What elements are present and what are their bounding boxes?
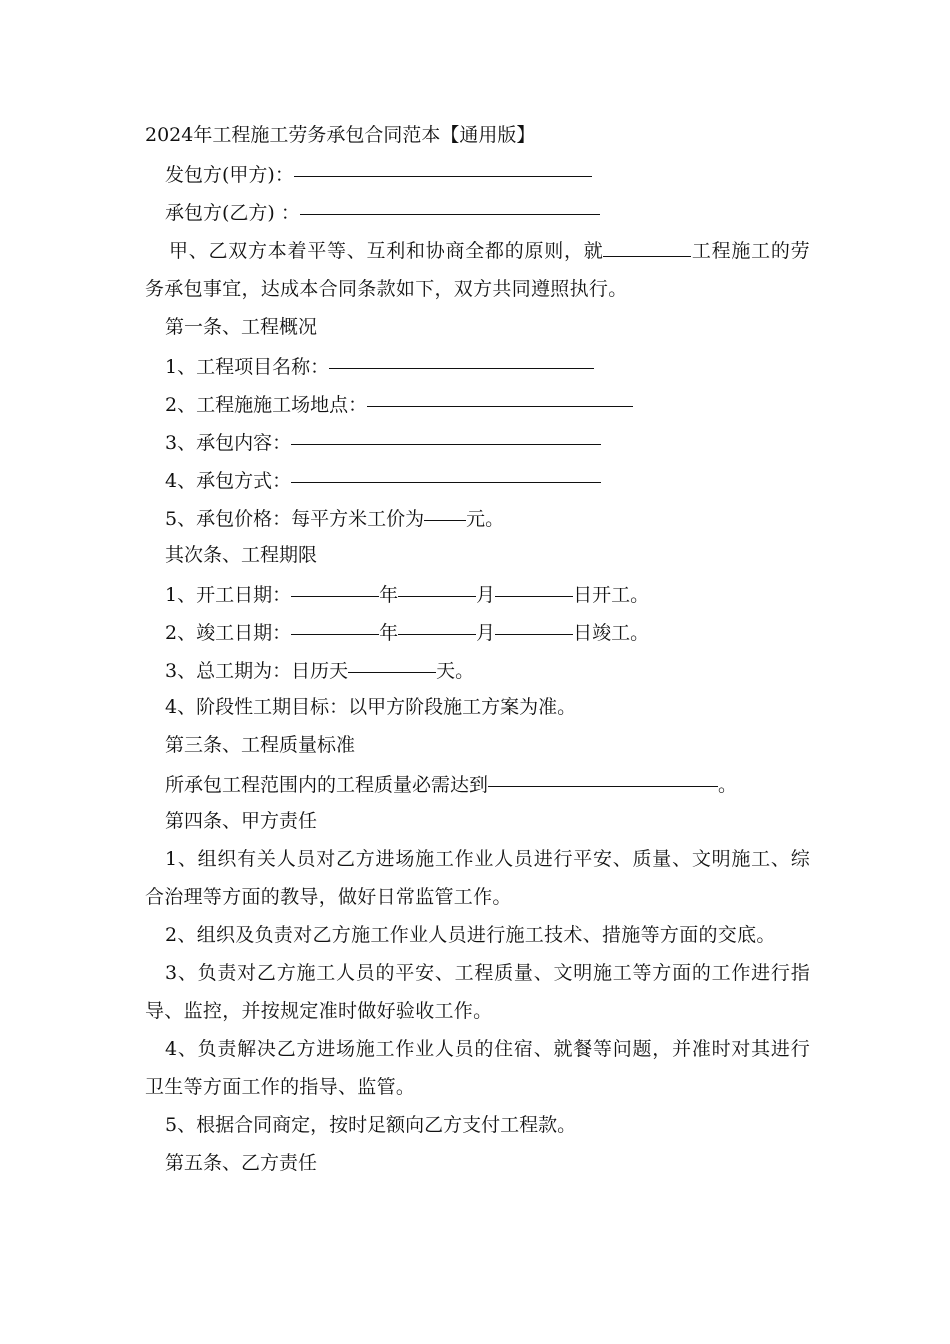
item-1-label: 1、工程项目名称：: [165, 356, 330, 378]
end-month-blank[interactable]: [398, 608, 476, 635]
quality-standard-suffix: 。: [718, 774, 738, 796]
year-label: 年: [379, 584, 399, 606]
party-a-label: 发包方(甲方)：: [165, 164, 294, 186]
quality-standard-label: 所承包工程范围内的工程质量必需达到: [165, 774, 489, 796]
total-days-blank[interactable]: [348, 646, 436, 673]
party-b-blank[interactable]: [300, 188, 600, 215]
project-name-blank[interactable]: [603, 230, 691, 257]
article-1-item-1: [145, 346, 810, 384]
article-1-item-4: [145, 460, 810, 498]
item-5-unit: 元。: [466, 508, 505, 530]
item-1-blank[interactable]: [329, 342, 594, 369]
article-4-para-3: 3、负责对乙方施工人员的平安、工程质量、文明施工等方面的工作进行指导、监控，并按规定准时做好验收工作。: [145, 962, 810, 1022]
article-1-item-2: [145, 384, 810, 422]
total-duration-line: [145, 650, 810, 688]
quality-standard-line: [145, 764, 810, 802]
start-date-suffix: 日开工。: [573, 584, 650, 606]
article-5-heading: 第五条、乙方责任: [165, 1152, 318, 1174]
article-4-para-2: 2、组织及负责对乙方施工作业人员进行施工技术、措施等方面的交底。: [165, 924, 776, 946]
item-3-label: 3、承包内容：: [165, 432, 292, 454]
end-day-blank[interactable]: [495, 608, 573, 635]
intro-text-2: 工程施工的劳务承包事宜，达成本合同条款如下，双方共同遵照执行。: [145, 240, 810, 300]
end-date-line: [145, 612, 810, 650]
start-year-blank[interactable]: [291, 570, 379, 597]
end-date-label: 2、竣工日期：: [165, 622, 292, 644]
start-date-line: [145, 574, 810, 612]
party-a-line: [145, 154, 810, 192]
year-label: 年: [379, 622, 399, 644]
item-2-blank[interactable]: [367, 380, 633, 407]
item-2-label: 2、工程施施工场地点：: [165, 394, 368, 416]
total-duration-label: 3、总工期为：日历天: [165, 660, 349, 682]
article-4-para-5: 5、根据合同商定，按时足额向乙方支付工程款。: [165, 1114, 577, 1136]
party-b-line: [145, 192, 810, 230]
start-date-label: 1、开工日期：: [165, 584, 292, 606]
month-label: 月: [476, 584, 496, 606]
article-4-heading: 第四条、甲方责任: [165, 810, 318, 832]
document-title: 2024年工程施工劳务承包合同范本【通用版】: [145, 124, 536, 146]
contract-document: [145, 116, 810, 1182]
intro-paragraph: [145, 230, 810, 308]
item-5-label: 5、承包价格：每平方米工价为: [165, 508, 425, 530]
end-date-suffix: 日竣工。: [573, 622, 650, 644]
intro-text-1: 甲、乙双方本着平等、互利和协商全都的原则，就: [169, 240, 604, 262]
party-b-label: 承包方(乙方) ：: [165, 202, 300, 224]
quality-standard-blank[interactable]: [488, 760, 718, 787]
article-3-heading: 第三条、工程质量标准: [165, 734, 356, 756]
party-a-blank[interactable]: [294, 150, 592, 177]
article-4-para-4: 4、负责解决乙方进场施工作业人员的住宿、就餐等问题，并准时对其进行卫生等方面工作的指导、监管。: [145, 1038, 810, 1098]
article-1-item-5: [145, 498, 810, 536]
article-1-heading: 第一条、工程概况: [165, 316, 318, 338]
item-4-blank[interactable]: [291, 456, 601, 483]
stage-target-line: 4、阶段性工期目标：以甲方阶段施工方案为准。: [165, 696, 577, 718]
month-label: 月: [476, 622, 496, 644]
total-duration-suffix: 天。: [436, 660, 475, 682]
start-day-blank[interactable]: [495, 570, 573, 597]
price-blank[interactable]: [424, 494, 466, 521]
end-year-blank[interactable]: [291, 608, 379, 635]
article-2-heading: 其次条、工程期限: [165, 544, 318, 566]
article-4-para-1: 1、组织有关人员对乙方进场施工作业人员进行平安、质量、文明施工、综合治理等方面的教导，做好日常监管工作。: [145, 848, 810, 908]
item-3-blank[interactable]: [291, 418, 601, 445]
start-month-blank[interactable]: [398, 570, 476, 597]
item-4-label: 4、承包方式：: [165, 470, 292, 492]
article-1-item-3: [145, 422, 810, 460]
